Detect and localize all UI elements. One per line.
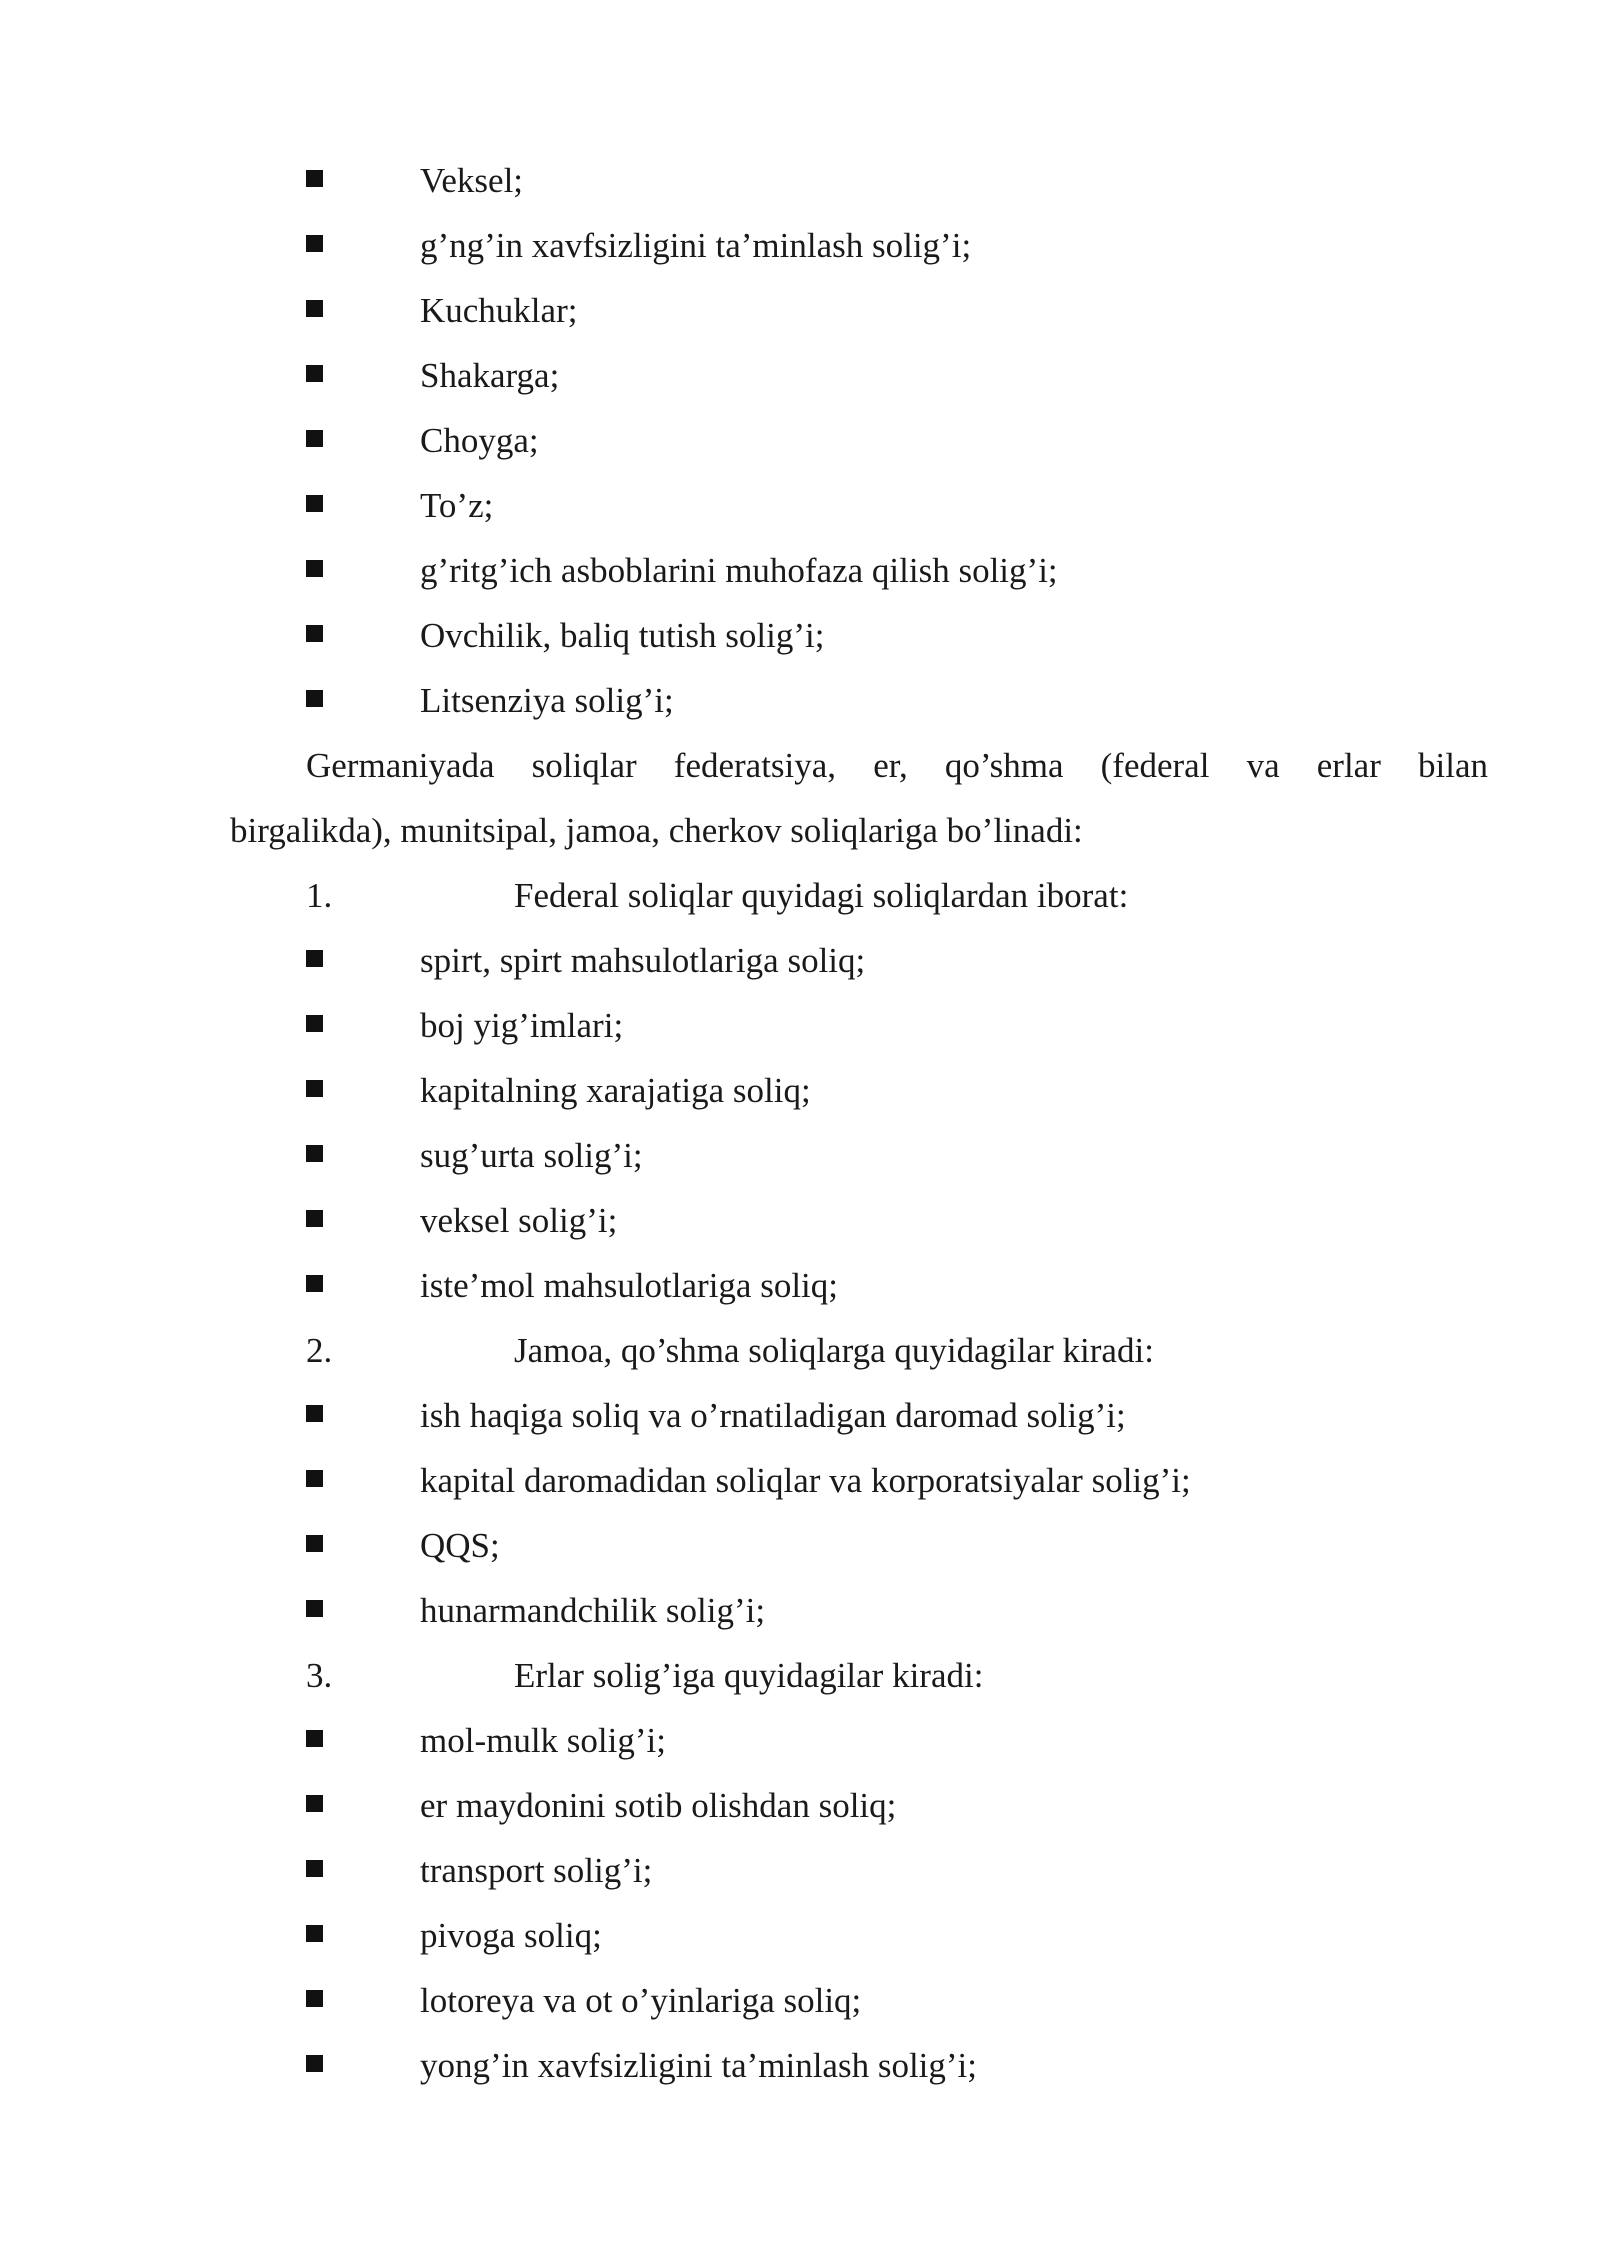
document-body bbox=[0, 148, 1600, 2098]
bullet-square-icon bbox=[306, 1145, 323, 1162]
numbered-heading bbox=[0, 1318, 1600, 1383]
bullet-square-icon bbox=[306, 1795, 323, 1812]
list-item bbox=[0, 668, 1600, 733]
list-item-text: hunarmandchilik solig’i; bbox=[420, 1591, 766, 1630]
heading-text: Erlar solig’iga quyidagilar kiradi: bbox=[514, 1656, 984, 1695]
bullet-square-icon bbox=[306, 1080, 323, 1097]
list-item-text: yong’in xavfsizligini ta’minlash solig’i; bbox=[420, 2046, 978, 2085]
bullet-square-icon bbox=[306, 625, 323, 642]
list-item bbox=[0, 408, 1600, 473]
bullet-square-icon bbox=[306, 1860, 323, 1877]
bullet-square-icon bbox=[306, 1210, 323, 1227]
list-item bbox=[0, 1123, 1600, 1188]
list-item bbox=[0, 993, 1600, 1058]
list-item bbox=[0, 1058, 1600, 1123]
list-item-text: iste’mol mahsulotlariga soliq; bbox=[420, 1266, 839, 1305]
tax-groups bbox=[0, 863, 1600, 2098]
list-item-text: boj yig’imlari; bbox=[420, 1006, 624, 1045]
list-item bbox=[0, 278, 1600, 343]
bullet-square-icon bbox=[306, 950, 323, 967]
list-item-text: Choyga; bbox=[420, 421, 539, 460]
list-item-text: kapitalning xarajatiga soliq; bbox=[420, 1071, 811, 1110]
list-item-text: transport solig’i; bbox=[420, 1851, 653, 1890]
list-item-text: To’z; bbox=[420, 486, 494, 525]
list-item bbox=[0, 1383, 1600, 1448]
heading-number: 2. bbox=[306, 1331, 333, 1370]
paragraph-line-1-text: Germaniyada soliqlar federatsiya, er, qo’shma (federal va erlar bilan bbox=[306, 746, 1488, 785]
numbered-heading bbox=[0, 863, 1600, 928]
bullet-square-icon bbox=[306, 1730, 323, 1747]
bullet-square-icon bbox=[306, 1470, 323, 1487]
bullet-square-icon bbox=[306, 1405, 323, 1422]
bullet-square-icon bbox=[306, 1535, 323, 1552]
list-item-text: ish haqiga soliq va o’rnatiladigan daromad solig’i; bbox=[420, 1396, 1126, 1435]
heading-number: 3. bbox=[306, 1656, 333, 1695]
list-item-text: Shakarga; bbox=[420, 356, 560, 395]
bullet-square-icon bbox=[306, 1275, 323, 1292]
list-item-text: QQS; bbox=[420, 1526, 500, 1565]
list-item bbox=[0, 148, 1600, 213]
list-item-text: er maydonini sotib olishdan soliq; bbox=[420, 1786, 897, 1825]
bullet-square-icon bbox=[306, 2055, 323, 2072]
list-item-text: sug’urta solig’i; bbox=[420, 1136, 643, 1175]
bullet-square-icon bbox=[306, 300, 323, 317]
bullet-square-icon bbox=[306, 1990, 323, 2007]
list-item-text: kapital daromadidan soliqlar va korporatsiyalar solig’i; bbox=[420, 1461, 1191, 1500]
list-item bbox=[0, 603, 1600, 668]
list-item bbox=[0, 538, 1600, 603]
list-item bbox=[0, 473, 1600, 538]
list-item bbox=[0, 1903, 1600, 1968]
bullet-square-icon bbox=[306, 170, 323, 187]
bullet-square-icon bbox=[306, 1015, 323, 1032]
list-item bbox=[0, 1968, 1600, 2033]
list-item-text: pivoga soliq; bbox=[420, 1916, 602, 1955]
list-item-text: g’ritg’ich asboblarini muhofaza qilish solig’i; bbox=[420, 551, 1058, 590]
bullet-square-icon bbox=[306, 690, 323, 707]
germany-paragraph bbox=[0, 733, 1600, 863]
list-item-text: g’ng’in xavfsizligini ta’minlash solig’i; bbox=[420, 226, 972, 265]
heading-text: Federal soliqlar quyidagi soliqlardan iborat: bbox=[514, 876, 1129, 915]
bullet-square-icon bbox=[306, 560, 323, 577]
list-item bbox=[0, 1578, 1600, 1643]
list-item bbox=[0, 2033, 1600, 2098]
list-item-text: mol-mulk solig’i; bbox=[420, 1721, 666, 1760]
list-item bbox=[0, 1773, 1600, 1838]
list-item bbox=[0, 213, 1600, 278]
list-item bbox=[0, 343, 1600, 408]
list-item-text: Litsenziya solig’i; bbox=[420, 681, 674, 720]
list-item-text: lotoreya va ot o’yinlariga soliq; bbox=[420, 1981, 862, 2020]
bullet-square-icon bbox=[306, 365, 323, 382]
bullet-square-icon bbox=[306, 235, 323, 252]
list-item bbox=[0, 1188, 1600, 1253]
list-item bbox=[0, 1253, 1600, 1318]
bullet-square-icon bbox=[306, 495, 323, 512]
list-item bbox=[0, 928, 1600, 993]
paragraph-line-1 bbox=[306, 733, 1488, 798]
heading-number: 1. bbox=[306, 876, 333, 915]
paragraph-line-2: birgalikda), munitsipal, jamoa, cherkov soliqlariga bo’linadi: bbox=[230, 811, 1083, 850]
bullet-square-icon bbox=[306, 1600, 323, 1617]
bullet-square-icon bbox=[306, 430, 323, 447]
list-item-text: veksel solig’i; bbox=[420, 1201, 618, 1240]
list-item-text: Veksel; bbox=[420, 161, 524, 200]
list-item bbox=[0, 1708, 1600, 1773]
list-item-text: Ovchilik, baliq tutish solig’i; bbox=[420, 616, 825, 655]
list-item-text: Kuchuklar; bbox=[420, 291, 578, 330]
list-item bbox=[0, 1513, 1600, 1578]
list-item-text: spirt, spirt mahsulotlariga soliq; bbox=[420, 941, 866, 980]
list-item bbox=[0, 1838, 1600, 1903]
heading-text: Jamoa, qo’shma soliqlarga quyidagilar kiradi: bbox=[514, 1331, 1154, 1370]
numbered-heading bbox=[0, 1643, 1600, 1708]
bullet-square-icon bbox=[306, 1925, 323, 1942]
list-item bbox=[0, 1448, 1600, 1513]
tax-list-continued bbox=[0, 148, 1600, 733]
